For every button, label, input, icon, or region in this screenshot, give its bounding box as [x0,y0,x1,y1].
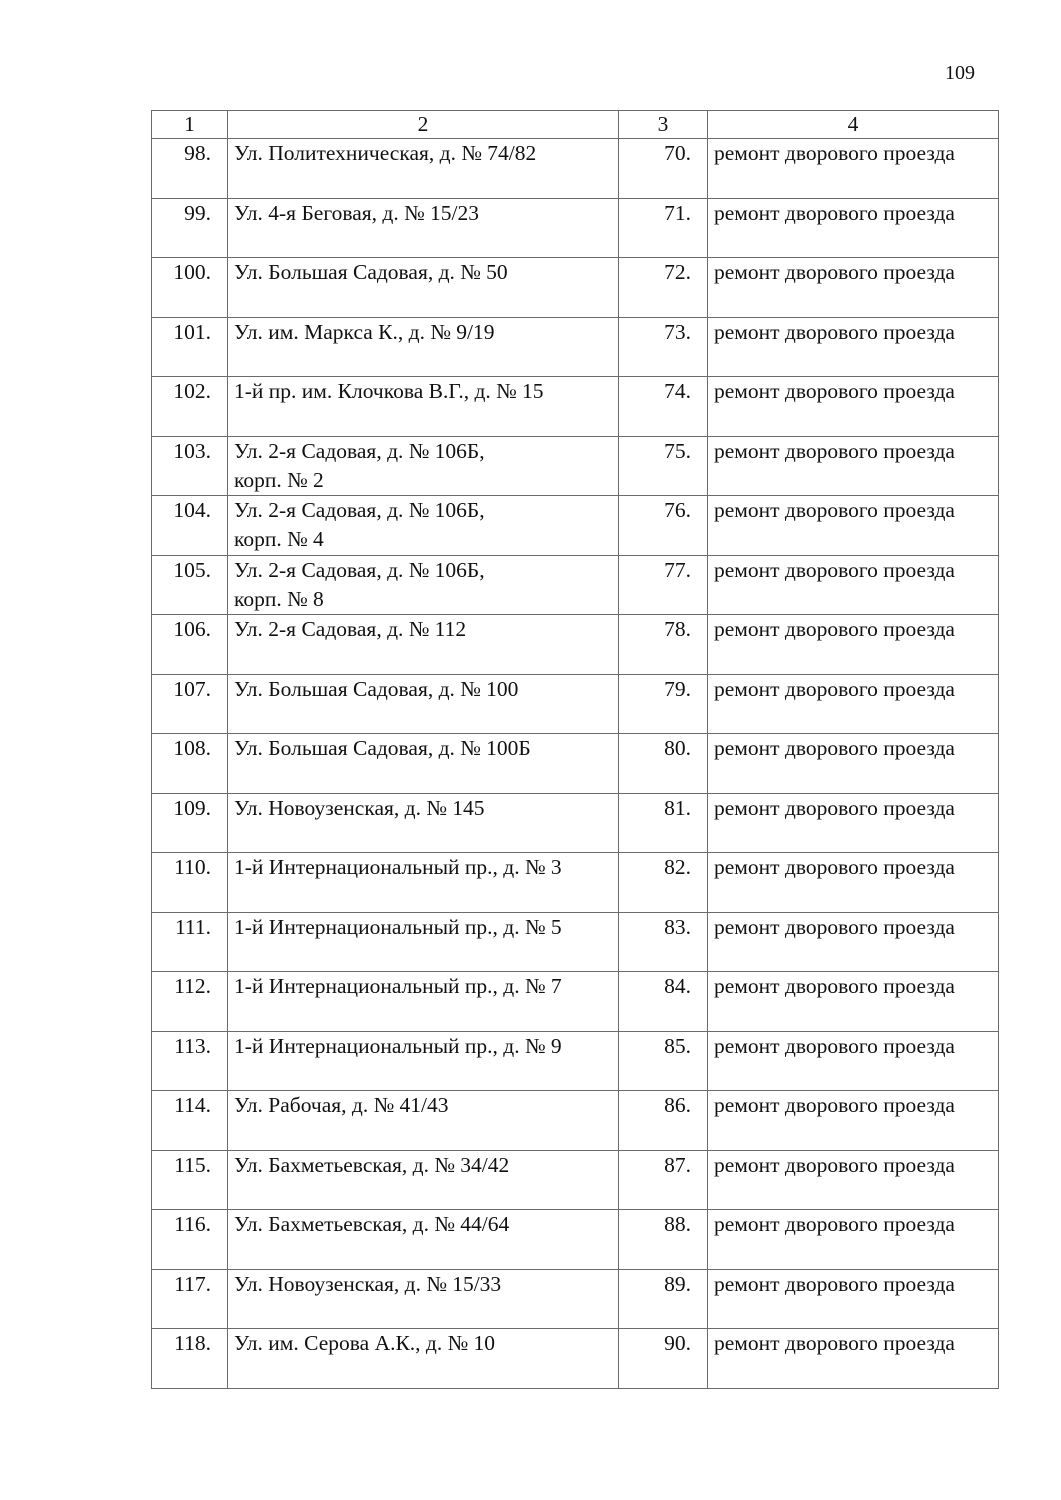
table-row [152,198,999,258]
work-type-cell: ремонт дворового проезда [708,1210,999,1270]
table-row [152,139,999,199]
row-number-cell: 98. [152,139,228,199]
item-number-cell: 72. [619,258,708,318]
work-type-cell: ремонт дворового проезда [708,139,999,199]
work-type-cell: ремонт дворового проезда [708,1329,999,1389]
row-number-cell: 104. [152,496,228,556]
item-number-cell: 76. [619,496,708,556]
item-number-cell: 71. [619,198,708,258]
work-type-cell: ремонт дворового проезда [708,1269,999,1329]
row-number-cell: 111. [152,912,228,972]
item-number-cell: 85. [619,1031,708,1091]
address-cell: Ул. Большая Садовая, д. № 50 [228,258,619,318]
row-number-cell: 101. [152,317,228,377]
address-cell: 1-й Интернациональный пр., д. № 3 [228,853,619,913]
address-cell: Ул. Бахметьевская, д. № 44/64 [228,1210,619,1270]
document-table [151,110,999,1389]
header-cell: 3 [619,111,708,139]
item-number-cell: 75. [619,436,708,496]
item-number-cell: 83. [619,912,708,972]
address-cell: 1-й пр. им. Клочкова В.Г., д. № 15 [228,377,619,437]
work-type-cell: ремонт дворового проезда [708,555,999,615]
item-number-cell: 90. [619,1329,708,1389]
work-type-cell: ремонт дворового проезда [708,198,999,258]
address-cell: 1-й Интернациональный пр., д. № 7 [228,972,619,1032]
table-row [152,496,999,556]
work-type-cell: ремонт дворового проезда [708,1150,999,1210]
row-number-cell: 109. [152,793,228,853]
row-number-cell: 110. [152,853,228,913]
table-row [152,317,999,377]
row-number-cell: 102. [152,377,228,437]
table-row [152,972,999,1032]
address-cell: Ул. им. Маркса К., д. № 9/19 [228,317,619,377]
row-number-cell: 115. [152,1150,228,1210]
table-row [152,1150,999,1210]
address-cell: Ул. Рабочая, д. № 41/43 [228,1091,619,1151]
row-number-cell: 117. [152,1269,228,1329]
item-number-cell: 87. [619,1150,708,1210]
row-number-cell: 103. [152,436,228,496]
row-number-cell: 107. [152,674,228,734]
table-row [152,258,999,318]
table-row [152,1031,999,1091]
row-number-cell: 99. [152,198,228,258]
work-type-cell: ремонт дворового проезда [708,436,999,496]
item-number-cell: 86. [619,1091,708,1151]
table-row [152,555,999,615]
work-type-cell: ремонт дворового проезда [708,258,999,318]
row-number-cell: 113. [152,1031,228,1091]
table-row [152,853,999,913]
item-number-cell: 84. [619,972,708,1032]
item-number-cell: 74. [619,377,708,437]
table-row [152,1269,999,1329]
address-cell: 1-й Интернациональный пр., д. № 5 [228,912,619,972]
address-cell: Ул. Бахметьевская, д. № 34/42 [228,1150,619,1210]
table-row [152,793,999,853]
work-type-cell: ремонт дворового проезда [708,674,999,734]
row-number-cell: 112. [152,972,228,1032]
work-type-cell: ремонт дворового проезда [708,317,999,377]
address-cell: Ул. 2-я Садовая, д. № 106Б, корп. № 2 [228,436,619,496]
table-row [152,1329,999,1389]
table-row [152,436,999,496]
row-number-cell: 106. [152,615,228,675]
work-type-cell: ремонт дворового проезда [708,793,999,853]
table-row [152,912,999,972]
header-cell: 1 [152,111,228,139]
row-number-cell: 118. [152,1329,228,1389]
address-cell: Ул. 4-я Беговая, д. № 15/23 [228,198,619,258]
item-number-cell: 80. [619,734,708,794]
table-row [152,674,999,734]
item-number-cell: 89. [619,1269,708,1329]
row-number-cell: 114. [152,1091,228,1151]
header-cell: 2 [228,111,619,139]
address-cell: Ул. Новоузенская, д. № 145 [228,793,619,853]
address-cell: 1-й Интернациональный пр., д. № 9 [228,1031,619,1091]
row-number-cell: 116. [152,1210,228,1270]
address-cell: Ул. 2-я Садовая, д. № 112 [228,615,619,675]
work-type-cell: ремонт дворового проезда [708,734,999,794]
header-cell: 4 [708,111,999,139]
address-cell: Ул. Большая Садовая, д. № 100Б [228,734,619,794]
work-type-cell: ремонт дворового проезда [708,912,999,972]
address-cell: Ул. 2-я Садовая, д. № 106Б, корп. № 4 [228,496,619,556]
table-row [152,377,999,437]
table-header-row [152,111,999,139]
item-number-cell: 82. [619,853,708,913]
address-cell: Ул. 2-я Садовая, д. № 106Б, корп. № 8 [228,555,619,615]
table-row [152,1091,999,1151]
item-number-cell: 88. [619,1210,708,1270]
item-number-cell: 79. [619,674,708,734]
row-number-cell: 105. [152,555,228,615]
page-number: 109 [945,62,975,84]
table-row [152,615,999,675]
address-cell: Ул. Политехническая, д. № 74/82 [228,139,619,199]
work-type-cell: ремонт дворового проезда [708,972,999,1032]
work-type-cell: ремонт дворового проезда [708,853,999,913]
item-number-cell: 81. [619,793,708,853]
address-cell: Ул. Новоузенская, д. № 15/33 [228,1269,619,1329]
item-number-cell: 78. [619,615,708,675]
address-cell: Ул. Большая Садовая, д. № 100 [228,674,619,734]
item-number-cell: 73. [619,317,708,377]
work-type-cell: ремонт дворового проезда [708,496,999,556]
work-type-cell: ремонт дворового проезда [708,1091,999,1151]
table-row [152,734,999,794]
work-type-cell: ремонт дворового проезда [708,1031,999,1091]
table-row [152,1210,999,1270]
row-number-cell: 108. [152,734,228,794]
item-number-cell: 70. [619,139,708,199]
work-type-cell: ремонт дворового проезда [708,377,999,437]
row-number-cell: 100. [152,258,228,318]
item-number-cell: 77. [619,555,708,615]
work-type-cell: ремонт дворового проезда [708,615,999,675]
address-cell: Ул. им. Серова А.К., д. № 10 [228,1329,619,1389]
